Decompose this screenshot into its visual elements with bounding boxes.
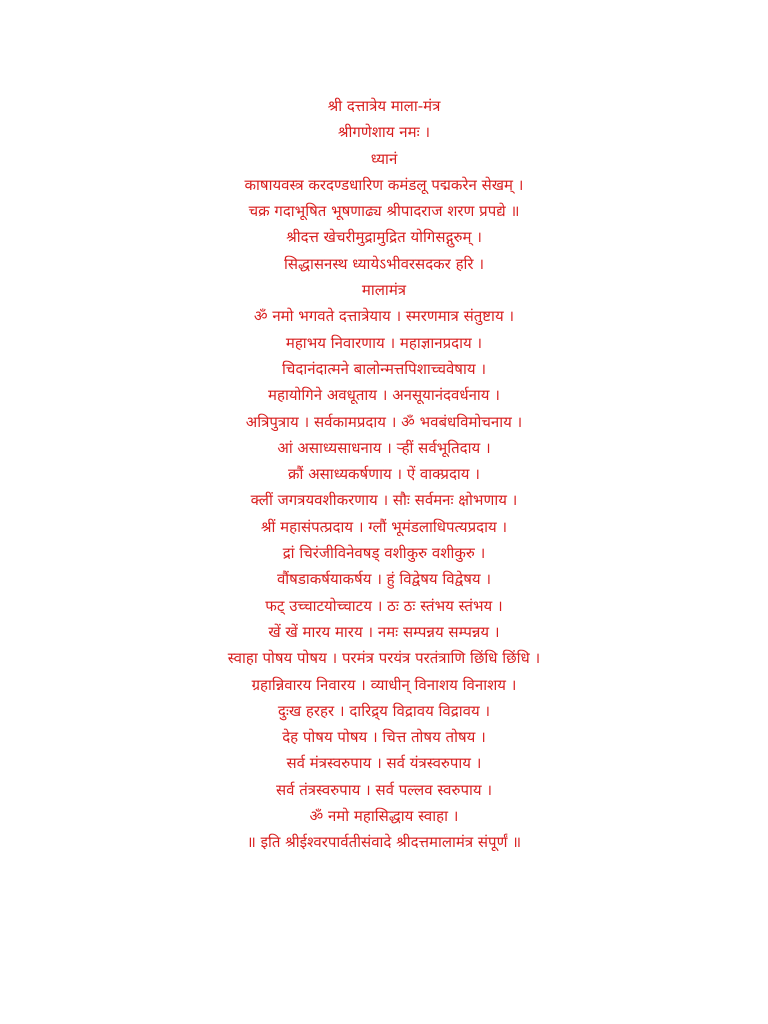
mantra-line: महाभय निवारणाय । महाज्ञानप्रदाय ।: [285, 333, 483, 352]
mantra-line: ॐ नमो भगवते दत्तात्रेयाय । स्मरणमात्र संतुष्टाय ।: [253, 307, 515, 326]
mantra-line: आं असाध्यसाधनाय । ऱ्हीं सर्वभूतिदाय ।: [277, 438, 491, 457]
mantra-line: क्रौं असाध्यकर्षणाय । ऐं वाक्प्रदाय ।: [288, 465, 480, 484]
mantra-line: दुःख हरहर । दारिद्र्य विद्रावय विद्रावय ।: [277, 701, 491, 720]
section-heading-dhyanam: ध्यानं: [370, 149, 398, 168]
mantra-line: वौंषडाकर्षयाकर्षय । हुं विद्वेषय विद्वेषय ।: [276, 570, 492, 589]
mantra-line: महायोगिने अवधूताय । अनसूयानंदवर्धनाय ।: [268, 386, 500, 405]
mantra-line: ग्रहान्निवारय निवारय । व्याधीन् विनाशय विनाशय ।: [251, 675, 517, 694]
mantra-line: सर्व मंत्रस्वरुपाय । सर्व यंत्रस्वरुपाय ।: [286, 754, 482, 773]
section-heading-malamantra: मालामंत्र: [361, 281, 407, 300]
mantra-line: चिदानंदात्मने बालोन्मत्तपिशाच्चवेषाय ।: [281, 359, 487, 378]
dhyanam-line: चक्र गदाभूषित भूषणाढ्य श्रीपादराज शरण प्रपद्ये ॥: [248, 202, 520, 221]
invocation-line: श्रीगणेशाय नमः ।: [337, 123, 431, 142]
mantra-line: फट् उच्चाटयोच्चाटय । ठः ठः स्तंभय स्तंभय ।: [265, 596, 503, 615]
dhyanam-line: काषायवस्त्र करदण्डधारिण कमंडलू पद्मकरेन सेखम् ।: [244, 175, 524, 194]
closing-colophon: ॥ इति श्रीईश्वरपार्वतीसंवादे श्रीदत्तमालामंत्र संपूर्णं ॥: [246, 833, 522, 852]
mantra-line: देह पोषय पोषय । चित्त तोषय तोषय ।: [282, 728, 486, 747]
mantra-page: [0, 93, 768, 856]
mantra-line: ॐ नमो महासिद्धाय स्वाहा ।: [309, 807, 459, 826]
mantra-line: श्रीं महासंपत्प्रदाय । ग्लौं भूमंडलाधिपत्यप्रदाय ।: [260, 517, 508, 536]
dhyanam-line: श्रीदत्त खेचरीमुद्रामुद्रित योगिसद्गुरुम् ।: [286, 228, 482, 247]
document-title: श्री दत्तात्रेय माला-मंत्र: [327, 97, 441, 115]
mantra-line: द्रां चिरंजीविनेवषड् वशीकुरु वशीकुरु ।: [282, 544, 486, 563]
mantra-line: क्लीं जगत्रयवशीकरणाय । सौः सर्वमनः क्षोभणाय ।: [250, 491, 518, 510]
mantra-line: सर्व तंत्रस्वरुपाय । सर्व पल्लव स्वरुपाय ।: [275, 780, 493, 799]
dhyanam-line: सिद्धासनस्थ ध्यायेऽभीवरसदकर हरि ।: [283, 254, 485, 273]
mantra-line: स्वाहा पोषय पोषय । परमंत्र परयंत्र परतंत्राणि छिंधि छिंधि ।: [227, 649, 541, 668]
mantra-line: खें खें मारय मारय । नमः सम्पन्नय सम्पन्नय ।: [268, 622, 500, 641]
mantra-line: अत्रिपुत्राय । सर्वकामप्रदाय । ॐ भवबंधविमोचनाय ।: [245, 412, 523, 431]
